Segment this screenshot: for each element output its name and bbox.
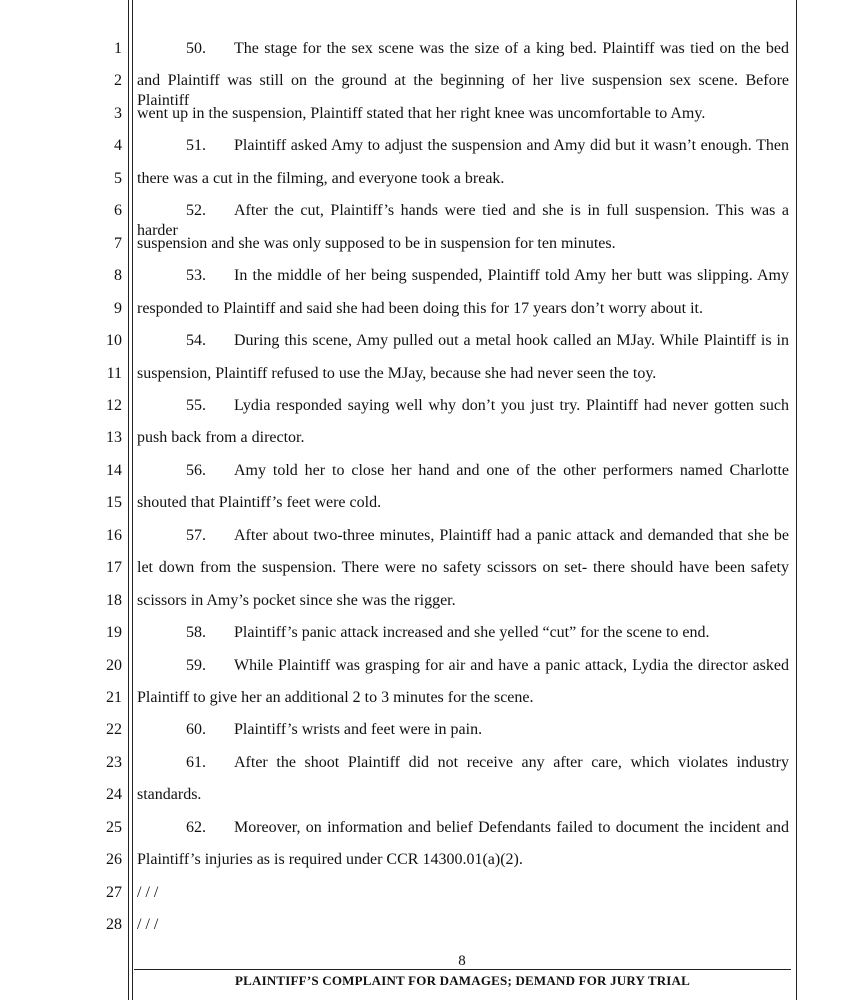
line-number: 17 xyxy=(106,559,122,577)
page-number: 8 xyxy=(458,953,466,969)
text-line xyxy=(137,785,789,805)
paragraph-first-line xyxy=(137,526,789,546)
footer-divider xyxy=(134,969,791,970)
paragraph-first-line xyxy=(137,136,789,156)
paragraph-number: 58. xyxy=(186,624,206,642)
line-number: 28 xyxy=(106,916,122,934)
line-text: During this scene, Amy pulled out a metal hook called an MJay. While Plaintiff is in xyxy=(234,332,789,350)
line-number: 11 xyxy=(106,364,122,382)
paragraph-number: 54. xyxy=(186,332,206,350)
text-line xyxy=(137,850,789,870)
line-text: While Plaintiff was grasping for air and have a panic attack, Lydia the director asked xyxy=(234,656,789,674)
line-text: After the shoot Plaintiff did not receive any after care, which violates industry xyxy=(234,753,789,771)
line-text: and Plaintiff was still on the ground at the beginning of her live suspension sex scene. Before Plaintiff xyxy=(137,72,789,110)
text-line xyxy=(137,688,789,708)
line-text: push back from a director. xyxy=(137,429,305,447)
right-margin-rule xyxy=(796,0,797,1000)
line-text: Lydia responded saying well why don’t you just try. Plaintiff had never gotten such xyxy=(234,396,789,414)
line-number: 10 xyxy=(106,332,122,350)
line-text: there was a cut in the filming, and everyone took a break. xyxy=(137,169,505,187)
paragraph-number: 52. xyxy=(186,202,206,220)
paragraph-number: 60. xyxy=(186,721,206,739)
line-number: 6 xyxy=(114,202,122,220)
line-number: 16 xyxy=(106,526,122,544)
paragraph-number: 61. xyxy=(186,753,206,771)
line-text: / / / xyxy=(137,916,159,934)
line-text: Moreover, on information and belief Defendants failed to document the incident and xyxy=(234,818,789,836)
text-line xyxy=(137,104,789,124)
paragraph-first-line xyxy=(137,266,789,286)
paragraph-first-line xyxy=(137,753,789,773)
text-line xyxy=(137,883,789,903)
text-line xyxy=(137,169,789,189)
paragraph-number: 57. xyxy=(186,526,206,544)
line-number: 2 xyxy=(114,72,122,90)
paragraph-first-line xyxy=(137,39,789,59)
line-number: 1 xyxy=(114,40,122,57)
text-line xyxy=(137,364,789,384)
line-number: 5 xyxy=(114,169,122,187)
paragraph-number: 55. xyxy=(186,396,206,414)
line-text: let down from the suspension. There were no safety scissors on set- there should have been safety xyxy=(137,559,789,577)
line-text: shouted that Plaintiff’s feet were cold. xyxy=(137,494,382,512)
line-number: 13 xyxy=(106,429,122,447)
line-number: 12 xyxy=(106,396,122,414)
text-line xyxy=(137,915,789,935)
line-text: / / / xyxy=(137,883,159,901)
line-number: 3 xyxy=(114,104,122,122)
line-text: suspension and she was only supposed to be in suspension for ten minutes. xyxy=(137,234,616,252)
line-number: 25 xyxy=(106,818,122,836)
paragraph-number: 53. xyxy=(186,267,206,285)
paragraph-number: 50. xyxy=(186,40,206,57)
text-line xyxy=(137,558,789,578)
line-text: Amy told her to close her hand and one of the other performers named Charlotte xyxy=(234,461,789,479)
paragraph-first-line xyxy=(137,656,789,676)
line-number: 8 xyxy=(114,267,122,285)
line-number: 23 xyxy=(106,753,122,771)
line-number: 9 xyxy=(114,299,122,317)
footer-caption: PLAINTIFF’S COMPLAINT FOR DAMAGES; DEMAND FOR JURY TRIAL xyxy=(234,973,691,988)
line-text: Plaintiff to give her an additional 2 to 3 minutes for the scene. xyxy=(137,689,534,706)
line-number: 15 xyxy=(106,494,122,512)
line-text: Plaintiff’s wrists and feet were in pain. xyxy=(234,721,483,739)
paragraph-first-line xyxy=(137,396,789,416)
line-text: Plaintiff’s panic attack increased and she yelled “cut” for the scene to end. xyxy=(234,624,710,642)
line-number: 21 xyxy=(106,689,122,706)
line-text: Plaintiff’s injuries as is required under CCR 14300.01(a)(2). xyxy=(137,851,523,869)
paragraph-first-line xyxy=(137,461,789,481)
line-text: responded to Plaintiff and said she had been doing this for 17 years don’t worry about it. xyxy=(137,299,703,317)
line-text: The stage for the sex scene was the size of a king bed. Plaintiff was tied on the bed xyxy=(234,40,789,57)
paragraph-first-line xyxy=(137,623,789,643)
text-line xyxy=(137,493,789,513)
text-line xyxy=(137,234,789,254)
line-text: After the cut, Plaintiff’s hands were tied and she is in full suspension. This was a harder xyxy=(137,202,789,240)
line-text: went up in the suspension, Plaintiff stated that her right knee was uncomfortable to Amy. xyxy=(137,104,706,122)
paragraph-number: 51. xyxy=(186,137,206,155)
line-text: standards. xyxy=(137,786,202,804)
line-text: In the middle of her being suspended, Plaintiff told Amy her butt was slipping. Amy xyxy=(234,267,789,285)
text-line xyxy=(137,428,789,448)
line-number: 4 xyxy=(114,137,122,155)
line-text: scissors in Amy’s pocket since she was the rigger. xyxy=(137,591,456,609)
left-margin-rule-inner xyxy=(132,0,133,1000)
line-number: 14 xyxy=(106,461,122,479)
line-text: Plaintiff asked Amy to adjust the suspension and Amy did but it wasn’t enough. Then xyxy=(234,137,789,155)
line-number: 19 xyxy=(106,624,122,642)
line-text: After about two-three minutes, Plaintiff had a panic attack and demanded that she be xyxy=(234,526,789,544)
line-number: 20 xyxy=(106,656,122,674)
text-line xyxy=(137,591,789,611)
paragraph-number: 62. xyxy=(186,818,206,836)
paragraph-number: 59. xyxy=(186,656,206,674)
text-line xyxy=(137,299,789,319)
line-number: 26 xyxy=(106,851,122,869)
line-number: 22 xyxy=(106,721,122,739)
paragraph-number: 56. xyxy=(186,461,206,479)
left-margin-rule-outer xyxy=(128,0,129,1000)
paragraph-first-line xyxy=(137,818,789,838)
line-number: 24 xyxy=(106,786,122,804)
line-number: 18 xyxy=(106,591,122,609)
paragraph-first-line xyxy=(137,720,789,740)
line-text: suspension, Plaintiff refused to use the MJay, because she had never seen the toy. xyxy=(137,364,657,382)
paragraph-first-line xyxy=(137,331,789,351)
line-number: 7 xyxy=(114,234,122,252)
line-number: 27 xyxy=(106,883,122,901)
